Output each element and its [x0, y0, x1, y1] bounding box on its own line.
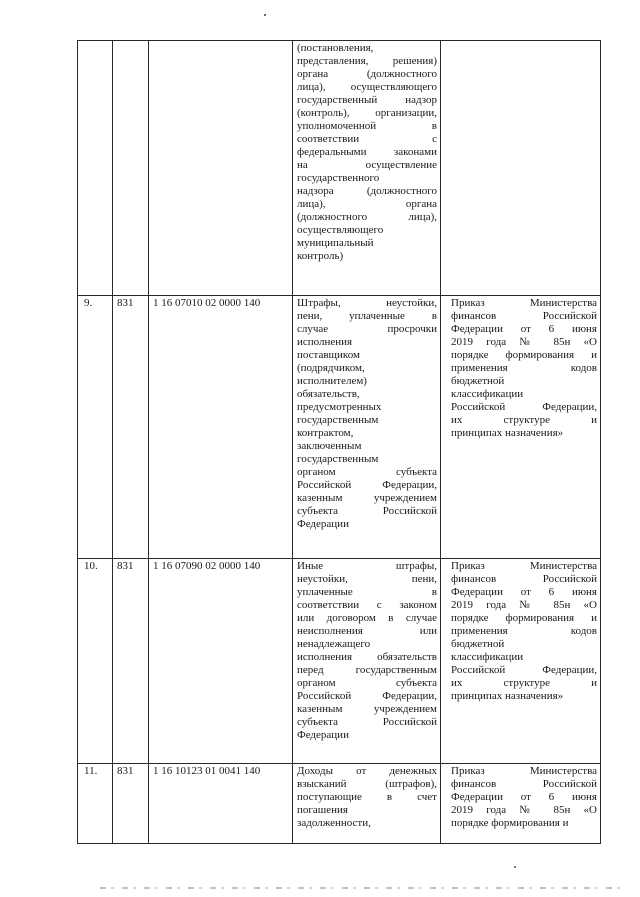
basis-line: порядке формирования и	[451, 817, 569, 829]
basis-line: применения кодов	[451, 625, 597, 637]
revenue-description	[293, 41, 441, 296]
basis-line: Российской Федерации,	[451, 401, 597, 413]
description-line: осуществляющего	[297, 224, 384, 236]
description-line: государственный надзор	[297, 94, 437, 106]
description-line: контроль)	[297, 250, 344, 262]
description-line: лица), органа	[297, 198, 437, 210]
scan-bottom-artifact	[100, 887, 620, 889]
description-line: субъекта Российской	[297, 716, 437, 728]
description-line: погашения	[297, 804, 348, 816]
revenue-description	[293, 296, 441, 559]
row-number: 11.	[78, 764, 113, 844]
admin-code: 831	[113, 559, 149, 764]
legal-basis	[441, 296, 601, 559]
description-line: на осуществление	[297, 159, 437, 171]
description-line: заключенным	[297, 440, 362, 452]
basis-line: 2019 года № 85н «О	[451, 599, 597, 611]
budget-classification-code: 1 16 07090 02 0000 140	[149, 559, 293, 764]
scan-speck	[514, 866, 516, 868]
basis-line: принципах назначения»	[451, 427, 564, 439]
basis-line: 2019 года № 85н «О	[451, 336, 597, 348]
basis-line: их структуре и	[451, 414, 597, 426]
basis-line: бюджетной	[451, 375, 505, 387]
basis-line: порядке формирования и	[451, 349, 597, 361]
description-line: субъекта Российской	[297, 505, 437, 517]
description-line: Российской Федерации,	[297, 479, 437, 491]
scan-speck	[264, 14, 266, 16]
table-row	[78, 559, 601, 764]
admin-code	[113, 41, 149, 296]
admin-code: 831	[113, 296, 149, 559]
basis-line: классификации	[451, 651, 524, 663]
description-line: уполномоченной в	[297, 120, 437, 132]
basis-line: финансов Российской	[451, 310, 597, 322]
description-line: лица), осуществляющего	[297, 81, 437, 93]
description-line: неустойки, пени,	[297, 573, 437, 585]
description-line: предусмотренных	[297, 401, 382, 413]
description-line: государственного	[297, 172, 380, 184]
description-line: казенным учреждением	[297, 703, 437, 715]
description-line: Федерации	[297, 729, 349, 741]
description-line: Иные штрафы,	[297, 560, 437, 572]
row-number: 9.	[78, 296, 113, 559]
admin-code: 831	[113, 764, 149, 844]
description-line: контрактом,	[297, 427, 354, 439]
row-number: 10.	[78, 559, 113, 764]
description-line: задолженности,	[297, 817, 371, 829]
basis-line: Федерации от 6 июня	[451, 323, 597, 335]
basis-line: принципах назначения»	[451, 690, 564, 702]
description-line: органа (должностного	[297, 68, 437, 80]
basis-line: Приказ Министерства	[451, 297, 597, 309]
description-line: уплаченные в	[297, 586, 437, 598]
revenue-description	[293, 559, 441, 764]
description-line: соответствии с законом	[297, 599, 437, 611]
description-line: муниципальный	[297, 237, 374, 249]
description-line: исполнения обязательств	[297, 651, 437, 663]
description-line: органом субъекта	[297, 466, 437, 478]
table-row	[78, 296, 601, 559]
description-line: взысканий (штрафов),	[297, 778, 437, 790]
table-body	[78, 41, 601, 844]
description-line: неисполнения или	[297, 625, 437, 637]
legal-basis	[441, 41, 601, 296]
legal-basis	[441, 764, 601, 844]
description-line: (контроль), организации,	[297, 107, 437, 119]
basis-line: их структуре и	[451, 677, 597, 689]
table-row	[78, 41, 601, 296]
description-line: (должностного лица),	[297, 211, 437, 223]
basis-line: бюджетной	[451, 638, 505, 650]
description-line: казенным учреждением	[297, 492, 437, 504]
description-line: или договором в случае	[297, 612, 437, 624]
budget-classification-code	[149, 41, 293, 296]
basis-line: порядке формирования и	[451, 612, 597, 624]
description-line: представления, решения)	[297, 55, 437, 67]
revenue-description	[293, 764, 441, 844]
description-line: соответствии с	[297, 133, 437, 145]
description-line: пени, уплаченные в	[297, 310, 437, 322]
basis-line: финансов Российской	[451, 778, 597, 790]
basis-line: 2019 года № 85н «О	[451, 804, 597, 816]
basis-line: Федерации от 6 июня	[451, 586, 597, 598]
description-line: поставщиком	[297, 349, 360, 361]
description-line: государственным	[297, 453, 379, 465]
description-line: Штрафы, неустойки,	[297, 297, 437, 309]
description-line: Доходы от денежных	[297, 765, 437, 777]
description-line: Федерации	[297, 518, 349, 530]
description-line: исполнения	[297, 336, 353, 348]
description-line: (подрядчиком,	[297, 362, 365, 374]
description-line: (постановления,	[297, 42, 374, 54]
revenue-codes-table	[77, 40, 601, 844]
description-line: федеральными законами	[297, 146, 437, 158]
description-line: исполнителем)	[297, 375, 367, 387]
description-line: органом субъекта	[297, 677, 437, 689]
description-line: случае просрочки	[297, 323, 437, 335]
budget-classification-code: 1 16 07010 02 0000 140	[149, 296, 293, 559]
description-line: государственным	[297, 414, 379, 426]
basis-line: применения кодов	[451, 362, 597, 374]
budget-classification-code: 1 16 10123 01 0041 140	[149, 764, 293, 844]
description-line: Российской Федерации,	[297, 690, 437, 702]
row-number	[78, 41, 113, 296]
description-line: надзора (должностного	[297, 185, 437, 197]
basis-line: Российской Федерации,	[451, 664, 597, 676]
description-line: перед государственным	[297, 664, 437, 676]
basis-line: Приказ Министерства	[451, 560, 597, 572]
table-row	[78, 764, 601, 844]
basis-line: классификации	[451, 388, 524, 400]
basis-line: Федерации от 6 июня	[451, 791, 597, 803]
basis-line: финансов Российской	[451, 573, 597, 585]
basis-line: Приказ Министерства	[451, 765, 597, 777]
description-line: поступающие в счет	[297, 791, 437, 803]
legal-basis	[441, 559, 601, 764]
description-line: ненадлежащего	[297, 638, 371, 650]
description-line: обязательств,	[297, 388, 360, 400]
